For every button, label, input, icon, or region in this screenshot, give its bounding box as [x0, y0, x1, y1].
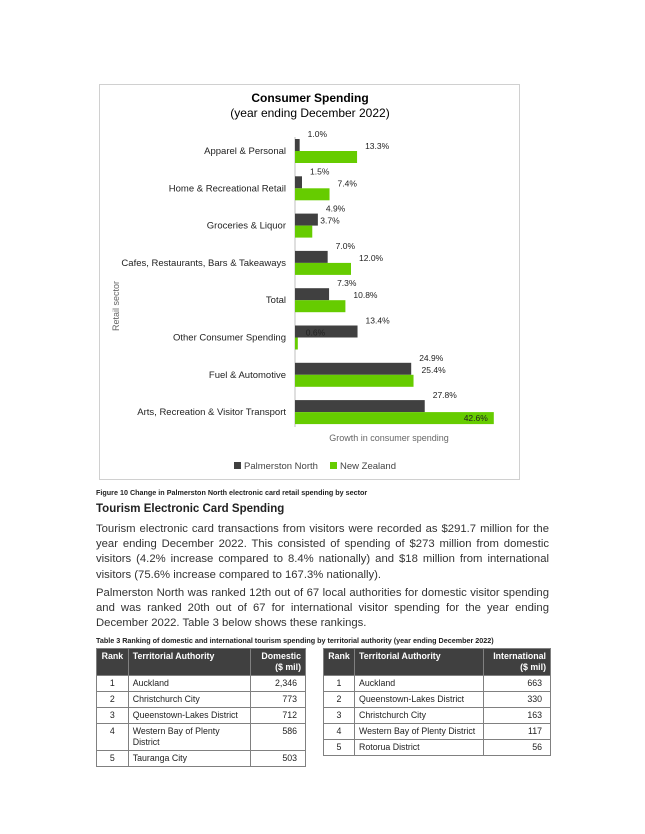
table-row [97, 676, 306, 692]
legend-swatch-new-zealand [330, 462, 337, 469]
bar-palmerston-north-other-consumer-spending [295, 326, 358, 338]
category-label-apparel-personal: Apparel & Personal [204, 146, 286, 157]
data-label-palmerston-north-total: 7.3% [337, 278, 357, 289]
x-axis-title: Growth in consumer spending [329, 433, 449, 443]
data-label-new-zealand-other-consumer-spending: 0.6% [305, 327, 326, 338]
value-cell: 163 [484, 708, 551, 724]
category-label-arts-recreation-visitor-transport: Arts, Recreation & Visitor Transport [137, 407, 286, 419]
category-label-total: Total [265, 295, 286, 307]
table-row [324, 740, 551, 756]
authority-cell: Queenstown-Lakes District [128, 708, 250, 724]
rank-cell: 2 [324, 692, 355, 708]
authority-cell: Auckland [355, 676, 484, 692]
header-domestic: Domestic ($ mil) [250, 649, 305, 676]
authority-cell: Tauranga City [128, 751, 250, 767]
rank-cell: 1 [97, 676, 129, 692]
data-label-palmerston-north-cafes-restaurants-bars-takeaways: 7.0% [335, 240, 356, 251]
rank-cell: 1 [324, 676, 355, 692]
authority-cell: Christchurch City [355, 708, 484, 724]
legend-swatch-palmerston-north [234, 462, 241, 469]
table-row [97, 708, 306, 724]
rank-cell: 4 [97, 724, 129, 751]
bar-palmerston-north-total [295, 288, 329, 300]
paragraph-rankings: Palmerston North was ranked 12th out of 67 local authorities for domestic visitor spending and was ranked 20th out of 67 for international visitor spending for the year ending December 2022. Table 3 below shows these rankings. [96, 587, 549, 630]
value-cell: 712 [250, 708, 305, 724]
header-territorial-authority: Territorial Authority [128, 649, 250, 676]
value-cell: 330 [484, 692, 551, 708]
chart-subtitle: (year ending December 2022) [230, 106, 390, 120]
data-label-palmerston-north-apparel-personal: 1.0% [307, 129, 328, 139]
table-header-row [324, 649, 551, 676]
data-label-new-zealand-apparel-personal: 13.3% [365, 141, 390, 151]
table-row [97, 751, 306, 767]
legend-label-palmerston-north: Palmerston North [244, 461, 318, 472]
data-label-new-zealand-total: 10.8% [353, 290, 378, 301]
data-label-palmerston-north-fuel-automotive: 24.9% [419, 352, 444, 363]
header-international: International ($ mil) [484, 649, 551, 676]
header-rank: Rank [97, 649, 129, 676]
table-row [97, 692, 306, 708]
bar-new-zealand-groceries-liquor [295, 226, 312, 238]
authority-cell: Western Bay of Plenty District [355, 724, 484, 740]
authority-cell: Christchurch City [128, 692, 250, 708]
category-label-other-consumer-spending: Other Consumer Spending [172, 332, 286, 344]
value-cell: 56 [484, 740, 551, 756]
data-label-palmerston-north-arts-recreation-visitor-transport: 27.8% [432, 390, 457, 401]
value-cell: 586 [250, 724, 305, 751]
bar-palmerston-north-groceries-liquor [295, 214, 318, 226]
data-label-new-zealand-groceries-liquor: 3.7% [320, 215, 340, 226]
rank-cell: 3 [97, 708, 129, 724]
figure-caption: Figure 10 Change in Palmerston North electronic card retail spending by sector [96, 488, 368, 497]
data-label-new-zealand-home-recreational-retail: 7.4% [337, 178, 357, 189]
category-label-home-recreational-retail: Home & Recreational Retail [168, 183, 286, 195]
authority-cell: Western Bay of Plenty District [128, 724, 250, 751]
table-row [324, 708, 551, 724]
y-axis-title: Retail sector [111, 280, 121, 332]
table-row [97, 724, 306, 751]
category-label-cafes-restaurants-bars-takeaways: Cafes, Restaurants, Bars & Takeaways [121, 257, 286, 269]
bar-new-zealand-fuel-automotive [295, 375, 414, 387]
value-cell: 2,346 [250, 676, 305, 692]
data-label-palmerston-north-other-consumer-spending: 13.4% [365, 315, 390, 326]
bar-palmerston-north-home-recreational-retail [295, 176, 302, 188]
header-rank: Rank [324, 649, 355, 676]
bar-palmerston-north-fuel-automotive [295, 363, 411, 375]
bar-new-zealand-total [295, 300, 345, 312]
chart-legend [234, 461, 396, 472]
data-label-palmerston-north-home-recreational-retail: 1.5% [310, 166, 330, 177]
value-cell: 773 [250, 692, 305, 708]
rank-cell: 2 [97, 692, 129, 708]
bar-new-zealand-other-consumer-spending [295, 338, 298, 350]
table-header-row [97, 649, 306, 676]
category-label-fuel-automotive: Fuel & Automotive [208, 369, 286, 381]
table-row [324, 676, 551, 692]
rank-cell: 3 [324, 708, 355, 724]
data-label-new-zealand-arts-recreation-visitor-transport: 42.6% [463, 413, 488, 424]
header-territorial-authority: Territorial Authority [355, 649, 484, 676]
chart-title: Consumer Spending [251, 91, 369, 105]
authority-cell: Auckland [128, 676, 250, 692]
category-label-groceries-liquor: Groceries & Liquor [206, 220, 286, 232]
value-cell: 117 [484, 724, 551, 740]
table-row [324, 692, 551, 708]
international-ranking-table [323, 648, 551, 756]
rank-cell: 4 [324, 724, 355, 740]
rank-cell: 5 [324, 740, 355, 756]
paragraph-tourism-spending: Tourism electronic card transactions from visitors were recorded as $291.7 million for the year ending December 2022. This consisted of spending of $273 million from domestic visitors (4.2% increase compared to 8.4% nationally) and $18 million from international visitors (75.6% increase compared to 167.3% nationally). [96, 523, 549, 581]
bars-layer [121, 129, 493, 424]
bar-palmerston-north-apparel-personal [295, 139, 300, 151]
bar-new-zealand-cafes-restaurants-bars-takeaways [295, 263, 351, 275]
section-heading: Tourism Electronic Card Spending [96, 503, 285, 515]
authority-cell: Rotorua District [355, 740, 484, 756]
bar-new-zealand-apparel-personal [295, 151, 357, 163]
table-row [324, 724, 551, 740]
consumer-spending-chart [99, 84, 520, 480]
bar-palmerston-north-cafes-restaurants-bars-takeaways [295, 251, 328, 263]
authority-cell: Queenstown-Lakes District [355, 692, 484, 708]
value-cell: 503 [250, 751, 305, 767]
domestic-ranking-table [96, 648, 306, 767]
data-label-palmerston-north-groceries-liquor: 4.9% [325, 203, 346, 214]
bar-palmerston-north-arts-recreation-visitor-transport [295, 400, 425, 412]
data-label-new-zealand-fuel-automotive: 25.4% [421, 364, 446, 375]
bar-new-zealand-home-recreational-retail [295, 188, 330, 200]
data-label-new-zealand-cafes-restaurants-bars-takeaways: 12.0% [359, 252, 384, 263]
legend-label-new-zealand: New Zealand [340, 461, 396, 472]
value-cell: 663 [484, 676, 551, 692]
table-caption: Table 3 Ranking of domestic and international tourism spending by territorial authority (year ending December 2022) [96, 636, 494, 645]
rank-cell: 5 [97, 751, 129, 767]
